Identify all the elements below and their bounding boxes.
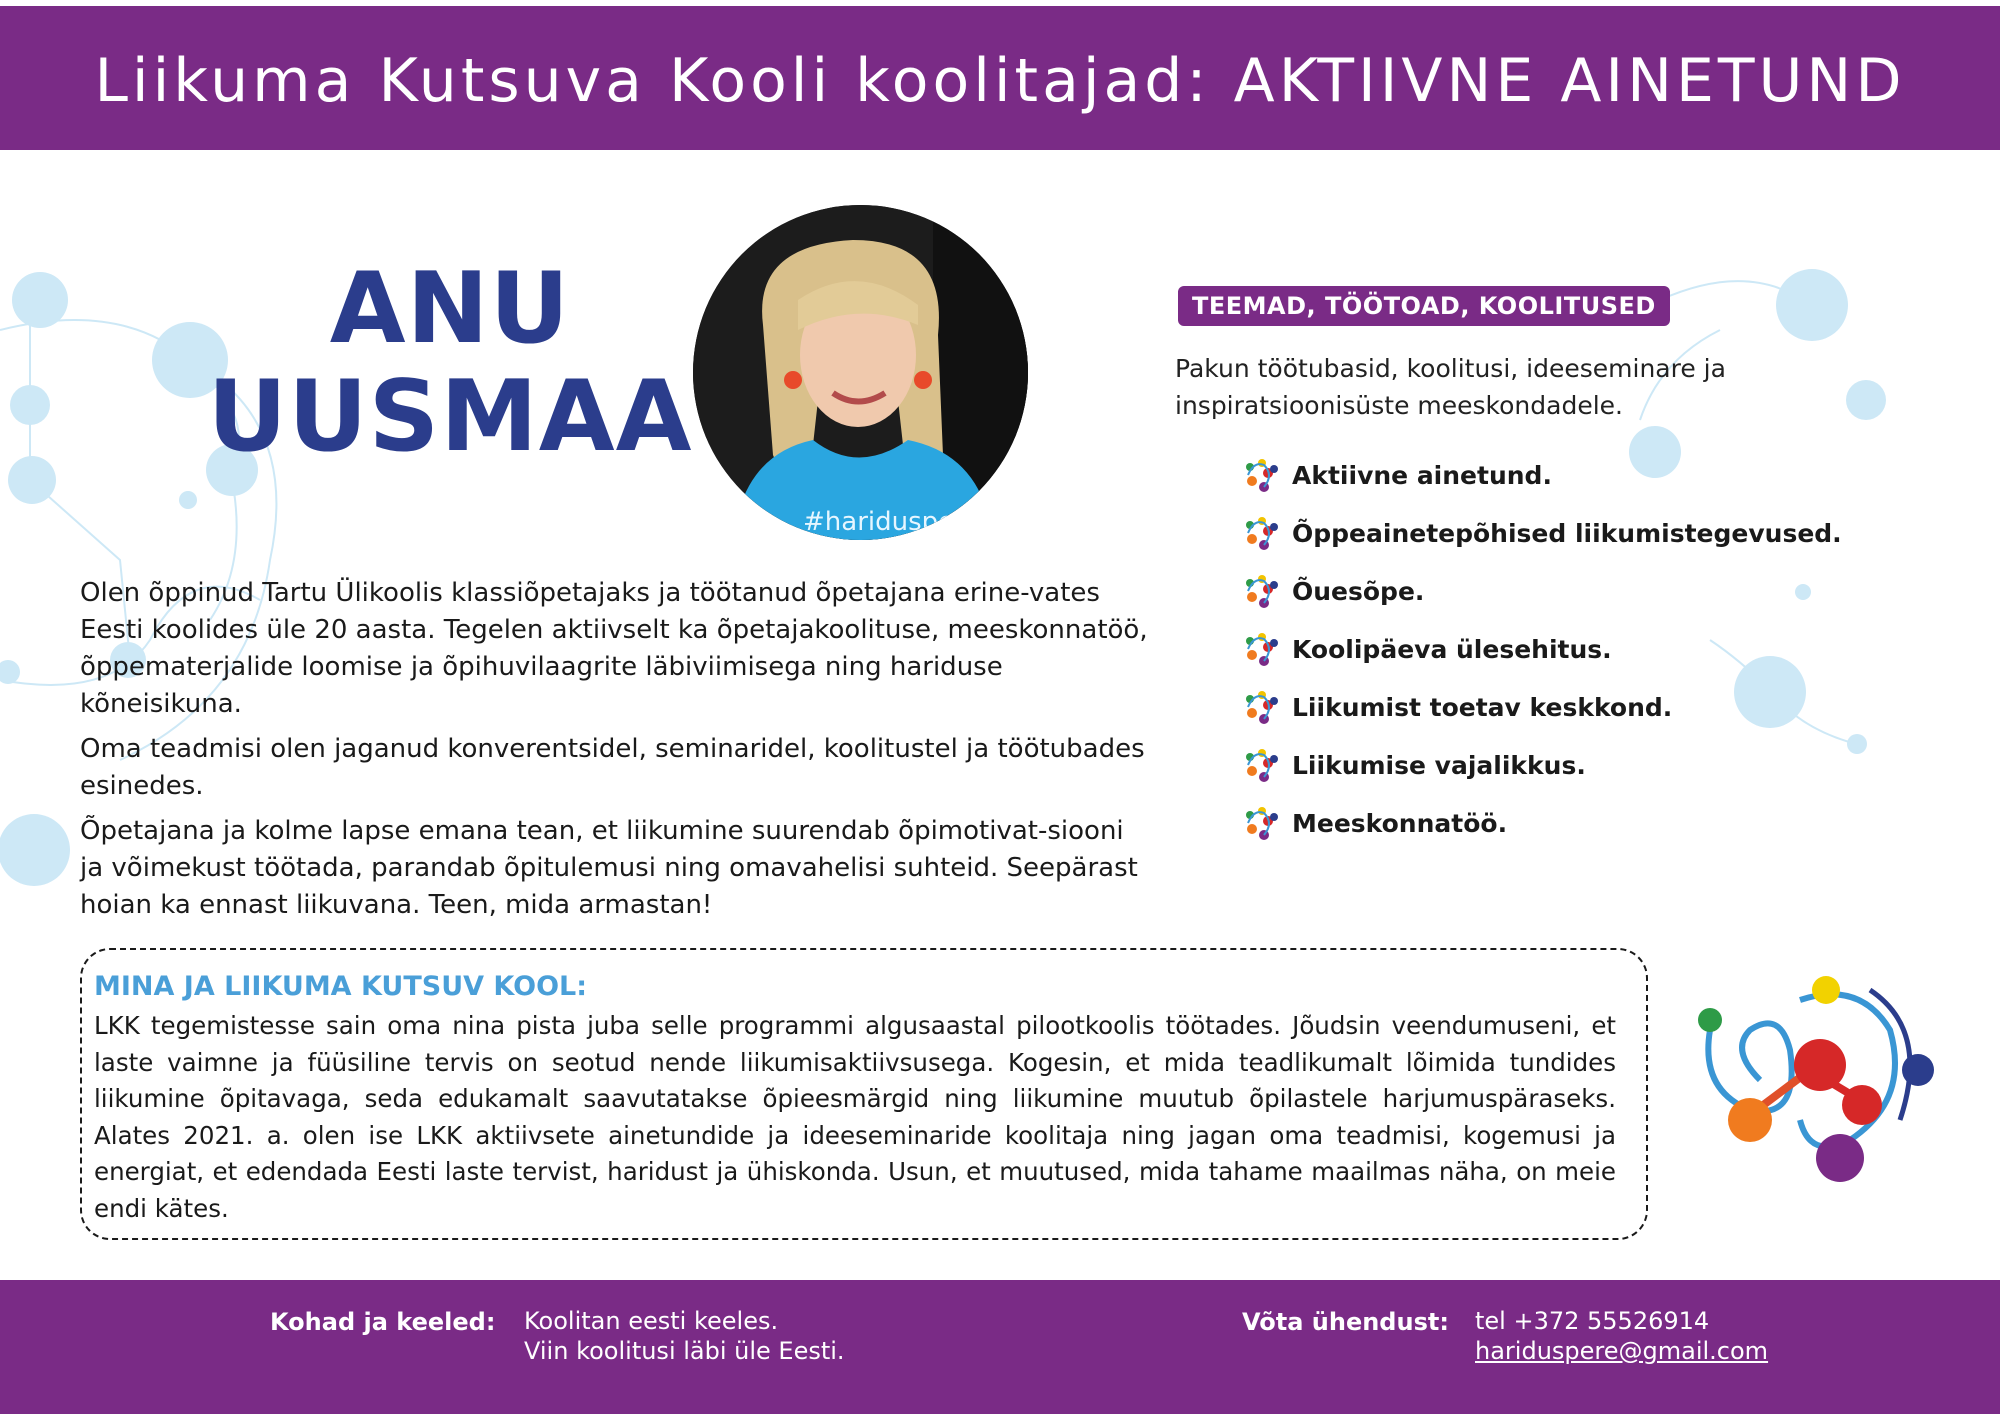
- molecule-bullet-icon: [1240, 513, 1280, 553]
- bio-paragraph-3: Õpetajana ja kolme lapse emana tean, et liikumine suurendab õpimotivat-siooni ja võimekust töötada, parandab õpitulemusi ning omavahelisi suhteid. Seepärast hoian ka ennast liikuvana. Teen, mida armastan!: [80, 816, 1138, 920]
- shirt-text: #hariduspere: [803, 507, 981, 537]
- places-line-1: Koolitan eesti keeles.: [524, 1307, 779, 1335]
- topics-badge: TEEMAD, TÖÖTOAD, KOOLITUSED: [1178, 286, 1670, 326]
- lkk-box-title: MINA JA LIIKUMA KUTSUV KOOL:: [94, 971, 588, 1002]
- places-line-2: Viin koolitusi läbi üle Eesti.: [524, 1337, 845, 1365]
- topics-intro: Pakun töötubasid, koolitusi, ideeseminare ja inspiratsioonisüste meeskondadele.: [1175, 354, 1726, 420]
- list-item: [1240, 736, 1842, 794]
- footer-bar: [0, 1280, 2000, 1414]
- places-label: Kohad ja keeled:: [270, 1308, 496, 1336]
- topic-label: Õuesõpe.: [1292, 576, 1425, 606]
- contact-label: Võta ühendust:: [1242, 1308, 1449, 1336]
- phone-number[interactable]: tel +372 55526914: [1475, 1307, 1710, 1335]
- topics-list: [1240, 446, 1842, 852]
- lkk-box: [80, 948, 1648, 1240]
- topic-label: Õppeainetepõhised liikumistegevused.: [1292, 518, 1842, 548]
- lkk-logo-icon: [1690, 970, 1950, 1190]
- topic-label: Koolipäeva ülesehitus.: [1292, 634, 1612, 664]
- page-title: Liikuma Kutsuva Kooli koolitajad: AKTIIVNE AINETUND: [94, 46, 1906, 116]
- molecule-bullet-icon: [1240, 803, 1280, 843]
- molecule-bullet-icon: [1240, 629, 1280, 669]
- topic-label: Liikumist toetav keskkond.: [1292, 692, 1673, 722]
- topic-label: Liikumise vajalikkus.: [1292, 750, 1586, 780]
- list-item: [1240, 562, 1842, 620]
- portrait-illustration: [693, 205, 1028, 540]
- list-item: [1240, 446, 1842, 504]
- molecule-bullet-icon: [1240, 745, 1280, 785]
- bio-paragraph-1: Olen õppinud Tartu Ülikoolis klassiõpetajaks ja töötanud õpetajana erine-vates Eesti koolides üle 20 aasta. Tegelen aktiivselt ka õpetajakoolituse, meeskonnatöö, õppematerjalide loomise ja õpihuvilaagrite läbiviimisega ning hariduse kõneisikuna.: [80, 578, 1148, 719]
- list-item: [1240, 794, 1842, 852]
- email-link[interactable]: hariduspere@gmail.com: [1475, 1337, 1769, 1365]
- portrait-photo: [693, 205, 1028, 540]
- molecule-bullet-icon: [1240, 455, 1280, 495]
- list-item: [1240, 620, 1842, 678]
- molecule-bullet-icon: [1240, 687, 1280, 727]
- first-name: ANU: [329, 252, 571, 366]
- last-name: UUSMAA: [207, 360, 693, 474]
- bio-text: [80, 575, 1150, 932]
- list-item: [1240, 678, 1842, 736]
- trainer-name: [190, 252, 710, 474]
- lkk-box-text: LKK tegemistesse sain oma nina pista juba selle programmi algusaastal pilootkoolis töötades. Jõudsin veendumuseni, et laste vaimne ja füüsiline tervis on seotud nende liikumisaktiivsusega. Kogesin, et mida teadlikumalt lõimida tundides liikumine õpitavaga, seda edukamalt saavutatakse õpieesmärgid ning liikumine muutub õpilastele harjumuspäraseks. Alates 2021. a. olen ise LKK aktiivsete ainetundide ja ideeseminaride koolitaja ning jagan oma teadmisi, kogemusi ja energiat, et edendada Eesti laste tervist, haridust ja ühiskonda. Usun, et muutused, mida tahame maailmas näha, on meie endi kätes.: [94, 1011, 1616, 1223]
- list-item: [1240, 504, 1842, 562]
- topic-label: Meeskonnatöö.: [1292, 808, 1508, 838]
- topic-label: Aktiivne ainetund.: [1292, 460, 1552, 490]
- bio-paragraph-2: Oma teadmisi olen jaganud konverentsidel, seminaridel, koolitustel ja töötubades esinedes.: [80, 734, 1145, 801]
- molecule-bullet-icon: [1240, 571, 1280, 611]
